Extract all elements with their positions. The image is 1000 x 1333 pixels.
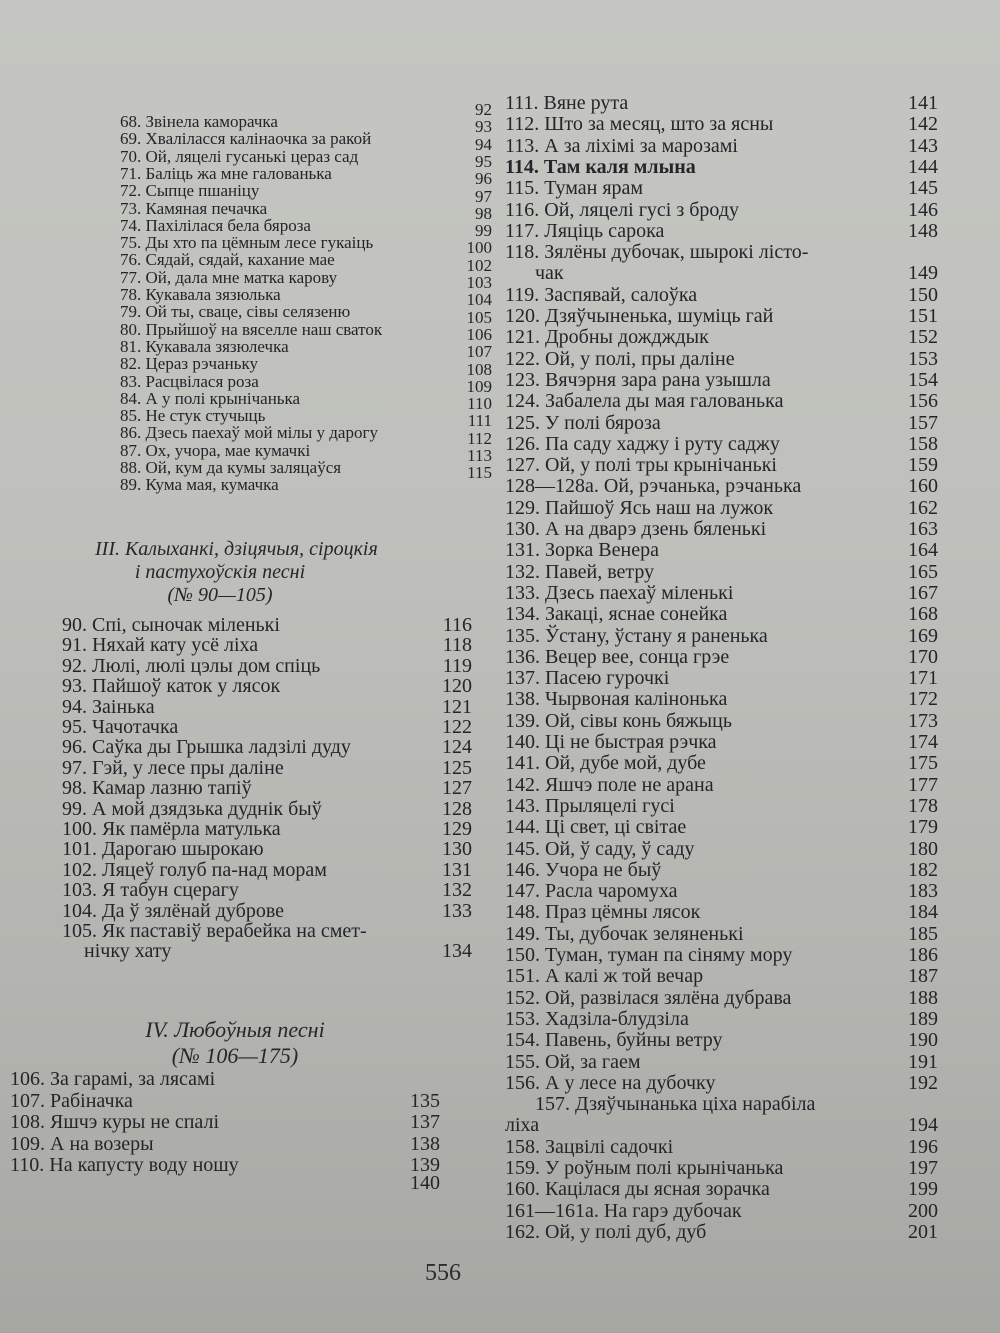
toc-entry-page: 159 xyxy=(908,454,938,477)
toc-entry-title: 78. Кукавала зязюлька xyxy=(120,285,281,304)
toc-entry-title: 152. Ой, развілася зялёна дубрава xyxy=(505,986,792,1009)
toc-entry-title: 110. На капусту воду ношу xyxy=(10,1154,239,1176)
toc-entry-title: 80. Прыйшоў на вяселле наш сваток xyxy=(120,319,383,339)
section-4-line-1: IV. Любоўныя песні xyxy=(145,1017,325,1042)
toc-entry-title: 79. Ой ты, сваце, сівы селязеню xyxy=(120,302,351,322)
toc-entry-title: 162. Ой, у полі дуб, дуб xyxy=(505,1220,707,1243)
toc-entry-title: 81. Кукавала зязюлечка xyxy=(120,336,289,356)
toc-entry-title: 156. А у лесе на дубочку xyxy=(505,1071,716,1094)
toc-entry-page: 119 xyxy=(442,654,472,677)
toc-entry-title: 148. Праз цёмны лясок xyxy=(505,901,701,924)
toc-entry-title: 97. Гэй, у лесе пры даліне xyxy=(62,756,284,779)
toc-entry-page: 131 xyxy=(442,858,472,881)
toc-entry-page: 125 xyxy=(442,756,472,779)
toc-entry-title: 134. Закаці, яснае сонейка xyxy=(505,603,728,626)
toc-entry-title: 159. У роўным полі крынічанька xyxy=(505,1157,784,1179)
toc-entry-title: 87. Ох, учора, мае кумачкі xyxy=(120,440,311,460)
toc-entry-title: 69. Хваліласся калінаочка за ракой xyxy=(120,129,372,149)
toc-entry-page: 135 xyxy=(410,1089,440,1112)
toc-entry-title: 136. Вецер вее, сонца грэе xyxy=(505,645,730,668)
toc-entry-page: 182 xyxy=(908,858,938,881)
toc-entry-title: 71. Баліць жа мне галованька xyxy=(120,163,332,183)
toc-entry-title: 147. Расла чаромуха xyxy=(505,880,678,903)
toc-entry-title: 126. Па саду хаджу і руту саджу xyxy=(505,432,780,455)
toc-entry-title: 107. Рабіначка xyxy=(10,1089,133,1112)
toc-entry-page: 174 xyxy=(908,731,938,753)
toc-entry-page: 146 xyxy=(908,198,938,221)
toc-entry-title: 144. Ці свет, ці світае xyxy=(505,816,687,839)
toc-entry-page: 164 xyxy=(908,539,938,562)
toc-entry-page: 115 xyxy=(467,463,492,483)
toc-entry-title: 83. Расцвілася роза xyxy=(120,371,259,391)
toc-entry-title: 104. Да ў зялёнай дуброве xyxy=(62,899,285,922)
section-3-line-2: і пастухоўскія песні xyxy=(134,561,306,583)
toc-entry-title: 140. Ці не быстрая рэчка xyxy=(505,731,717,753)
toc-entry-page: 169 xyxy=(908,624,938,647)
toc-entry-title: 119. Заспявай, салоўка xyxy=(505,283,698,306)
toc-entry-title: 73. Камяная печачка xyxy=(120,198,268,218)
toc-entry-title: 84. А у полі крынічанька xyxy=(120,388,301,408)
toc-entry-title: 120. Дзяўчыненька, шуміць гай xyxy=(505,305,774,327)
toc-entry-page: 150 xyxy=(908,283,938,306)
toc-entry-title: 111. Вяне рута xyxy=(505,92,629,114)
toc-entry-title: 153. Хадзіла-блудзіла xyxy=(505,1007,689,1030)
toc-entry-page: 108 xyxy=(466,359,492,379)
toc-entry-page: 168 xyxy=(908,603,938,626)
toc-entry-title: 105. Як паставіў верабейка на смет- xyxy=(62,920,367,942)
toc-entry-title: 85. Не стук стучыць xyxy=(120,406,266,426)
toc-entry-title: 93. Пайшоў каток у лясок xyxy=(62,675,281,698)
toc-entry-title: 109. А на возеры xyxy=(10,1132,154,1155)
toc-entry-title: 160. Кацілася ды ясная зорачка xyxy=(505,1178,770,1201)
toc-entry-page: 160 xyxy=(908,475,938,498)
toc-entry-page: 149 xyxy=(908,262,938,285)
toc-entry-page: 138 xyxy=(410,1132,440,1155)
toc-entry-page: 192 xyxy=(908,1071,938,1094)
toc-entry-title: 157. Дзяўчынанька ціха нарабіла xyxy=(535,1093,816,1116)
toc-entry-title: 74. Пахілілася бела бяроза xyxy=(120,215,311,235)
toc-entry-page: 107 xyxy=(466,342,492,362)
toc-entry-title: 88. Ой, кум да кумы заляцаўся xyxy=(120,458,342,477)
toc-entry-page: 134 xyxy=(442,940,472,963)
toc-entry-title: 127. Ой, у полі тры крынічанькі xyxy=(505,454,777,477)
toc-entry-page: 102 xyxy=(466,255,492,275)
toc-entry-page: 139 xyxy=(410,1154,440,1176)
toc-entry-title: 102. Ляцеў голуб па-над морам xyxy=(62,858,327,881)
toc-entry-page: 152 xyxy=(908,326,938,349)
toc-entry-page: 200 xyxy=(908,1199,938,1222)
toc-entry-page: 122 xyxy=(442,716,472,738)
toc-entry-page: 118 xyxy=(442,634,472,657)
toc-entry-title: 125. У полі бяроза xyxy=(505,411,661,434)
toc-entry-page: 145 xyxy=(908,177,938,200)
toc-entry-page: 98 xyxy=(475,203,492,223)
toc-entry-title: 95. Чачотачка xyxy=(62,716,179,738)
toc-entry-title: 158. Зацвілі садочкі xyxy=(505,1135,674,1158)
toc-entry-title: 72. Сыпце пшаніцу xyxy=(120,181,260,201)
toc-entry-page: 116 xyxy=(442,614,472,636)
toc-entry-page: 185 xyxy=(908,922,938,945)
toc-entry-title: 155. Ой, за гаем xyxy=(505,1050,641,1073)
toc-entry-title: 130. А на дварэ дзень бяленькі xyxy=(505,518,767,540)
toc-entry-page: 144 xyxy=(908,155,938,178)
toc-entry-title: 154. Павень, буйны ветру xyxy=(505,1029,723,1052)
toc-entry-page: 197 xyxy=(908,1157,938,1179)
toc-entry-page: 191 xyxy=(908,1050,938,1073)
toc-entry-page: 112 xyxy=(467,428,492,448)
toc-entry-page: 171 xyxy=(908,667,938,690)
toc-entry-title: 161—161а. На гарэ дубочак xyxy=(505,1199,742,1222)
toc-entry-page: 173 xyxy=(908,709,938,732)
toc-entry-title: 86. Дзесь паехаў мой мілы у дарогу xyxy=(120,423,378,443)
toc-entry-page: 184 xyxy=(908,901,938,924)
toc-entry-page: 100 xyxy=(466,238,492,258)
toc-entry-title: 68. Звінела каморачка xyxy=(120,112,278,131)
toc-entry-page: 92 xyxy=(475,100,492,119)
toc-entry-title: 116. Ой, ляцелі гусі з броду xyxy=(505,198,740,221)
toc-entry-title: нічку хату xyxy=(84,940,172,963)
toc-entry-page: 128 xyxy=(442,797,472,820)
toc-entry-page: 167 xyxy=(908,581,938,604)
toc-entry-page: 179 xyxy=(908,816,938,839)
toc-entry-title: 75. Ды хто па цёмным лесе гукаіць xyxy=(120,233,374,253)
toc-entry-title: 142. Яшчэ поле не арана xyxy=(505,773,714,796)
toc-entry-page: 190 xyxy=(908,1029,938,1052)
toc-entry-title: 103. Я табун сцерагу xyxy=(62,879,239,902)
toc-entry-page: 120 xyxy=(442,675,472,698)
toc-entry-page: 106 xyxy=(466,324,492,344)
toc-entry-title: 122. Ой, у полі, пры даліне xyxy=(505,347,735,370)
toc-entry-title: 141. Ой, дубе мой, дубе xyxy=(505,752,706,775)
toc-entry-page: 109 xyxy=(466,376,492,396)
toc-entry-title: 117. Ляціць сарока xyxy=(505,219,665,242)
toc-entry-title: 118. Зялёны дубочак, шырокі лісто- xyxy=(505,241,809,264)
section-4-line-2: (№ 106—175) xyxy=(171,1043,299,1068)
toc-entry-title: 123. Вячэрня зара рана узышла xyxy=(505,368,771,391)
toc-entry-title: 70. Ой, ляцелі гусанькі цераз сад xyxy=(120,146,359,166)
toc-entry-title: 100. Як памёрла матулька xyxy=(62,818,281,840)
toc-entry-page: 93 xyxy=(475,117,492,137)
toc-entry-title: 98. Камар лазню тапіў xyxy=(62,777,252,800)
toc-entry-title: 131. Зорка Венера xyxy=(505,539,659,562)
toc-entry-page: 194 xyxy=(908,1114,938,1137)
toc-entry-page: 187 xyxy=(908,965,938,988)
toc-entry-page: 99 xyxy=(475,221,492,241)
toc-entry-title: 138. Чырвоная калінонька xyxy=(505,688,728,711)
toc-entry-page: 151 xyxy=(908,305,938,327)
toc-entry-page: 105 xyxy=(466,307,492,327)
toc-entry-title: 82. Цераз рэчаньку xyxy=(120,354,259,374)
toc-entry-page: 96 xyxy=(475,169,492,189)
toc-entry-title: ліха xyxy=(505,1114,540,1137)
toc-entry-title: 132. Павей, ветру xyxy=(505,560,655,583)
toc-entry-page: 104 xyxy=(466,290,492,310)
toc-entry-page: 133 xyxy=(442,899,472,922)
toc-entry-title: 128—128а. Ой, рэчанька, рэчанька xyxy=(505,475,802,498)
toc-entry-page: 170 xyxy=(908,645,938,668)
toc-entry-page: 110 xyxy=(467,394,492,414)
toc-entry-page: 196 xyxy=(908,1135,938,1158)
toc-entry-page: 199 xyxy=(908,1178,938,1201)
toc-entry-title: 113. А за ліхімі за марозамі xyxy=(505,134,738,157)
toc-entry-title: 114. Там каля млына xyxy=(505,155,696,178)
toc-entry-page: 97 xyxy=(475,186,492,206)
toc-entry-title: 99. А мой дзядзька дуднік быў xyxy=(62,797,322,820)
section-3-line-1: III. Калыханкі, дзіцячыя, сіроцкія xyxy=(95,538,378,560)
toc-entry-page: 175 xyxy=(908,752,938,775)
toc-entry-page: 177 xyxy=(908,773,938,796)
toc-entry-page: 178 xyxy=(908,794,938,817)
toc-entry-title: 137. Пасею гурочкі xyxy=(505,667,670,690)
toc-entry-title: 90. Спі, сыночак міленькі xyxy=(62,614,280,636)
toc-entry-page: 186 xyxy=(908,944,938,966)
toc-entry-page: 172 xyxy=(908,688,938,711)
toc-entry-page: 189 xyxy=(908,1007,938,1030)
toc-entry-page: 137 xyxy=(410,1111,440,1133)
toc-entry-title: чак xyxy=(535,262,564,285)
toc-entry-page: 156 xyxy=(908,390,938,413)
toc-entry-page: 94 xyxy=(475,134,492,154)
toc-entry-page: 157 xyxy=(908,411,938,434)
toc-entry-title: 91. Няхай кату усё ліха xyxy=(62,634,259,657)
toc-entry-title: 149. Ты, дубочак зеляненькі xyxy=(505,922,744,945)
toc-entry-page: 111 xyxy=(467,411,492,431)
toc-entry-page: 129 xyxy=(442,818,472,840)
toc-entry-title: 115. Туман ярам xyxy=(505,177,644,200)
toc-entry-page: 162 xyxy=(908,496,938,519)
toc-entry-title: 106. За гарамі, за лясамі xyxy=(10,1068,216,1090)
toc-entry-page: 103 xyxy=(466,273,492,292)
toc-entry-title: 101. Дарогаю шырокаю xyxy=(62,838,264,861)
toc-entry-page: 188 xyxy=(908,986,938,1009)
toc-entry-page: 127 xyxy=(442,777,472,800)
toc-entry-title: 146. Учора не быў xyxy=(505,858,662,881)
toc-entry-title: 77. Ой, дала мне матка карову xyxy=(120,267,338,287)
toc-entry-page: 158 xyxy=(908,432,938,455)
toc-entry-title: 121. Дробны дождждык xyxy=(505,326,709,349)
toc-entry-page: 143 xyxy=(908,134,938,157)
toc-entry-page: 132 xyxy=(442,879,472,902)
toc-entry-page: 148 xyxy=(908,219,938,242)
toc-entry-title: 92. Люлі, люлі цэлы дом спіць xyxy=(62,654,321,677)
toc-entry-title: 143. Прыляцелі гусі xyxy=(505,794,675,817)
toc-entry-page: 180 xyxy=(908,837,938,860)
toc-entry-page: 121 xyxy=(442,695,472,718)
toc-entry-title: 94. Заінька xyxy=(62,695,155,718)
toc-entry-title: 150. Туман, туман па сіняму мору xyxy=(505,944,793,966)
toc-entry-title: 139. Ой, сівы конь бяжыць xyxy=(505,709,732,732)
toc-entry-title: 96. Саўка ды Грышка ладзілі дуду xyxy=(62,736,351,759)
section-3-line-3: (№ 90—105) xyxy=(167,584,273,606)
page-number: 556 xyxy=(425,1260,461,1286)
toc-entry-page: 113 xyxy=(467,446,492,465)
toc-entry-title: 76. Сядай, сядай, кахание мае xyxy=(120,250,335,270)
toc-entry-title: 151. А калі ж той вечар xyxy=(505,965,704,988)
toc-entry-title: 112. Што за месяц, што за ясны xyxy=(505,113,774,136)
toc-entry-page: 142 xyxy=(908,113,938,136)
toc-entry-title: 135. Ўстану, ўстану я раненька xyxy=(505,624,768,647)
toc-entry-page: 141 xyxy=(908,92,938,114)
toc-entry-title: 108. Яшчэ куры не спалі xyxy=(10,1111,220,1133)
toc-entry-title: 89. Кума мая, кумачка xyxy=(120,475,279,495)
toc-entry-page: 183 xyxy=(908,880,938,903)
toc-entry-page: 201 xyxy=(908,1220,938,1243)
toc-entry-title: 145. Ой, ў саду, ў саду xyxy=(505,837,695,860)
toc-entry-title: 129. Пайшоў Ясь наш на лужок xyxy=(505,496,774,519)
toc-entry-title: 124. Забалела ды мая галованька xyxy=(505,390,784,413)
toc-entry-page: 153 xyxy=(908,347,938,370)
toc-entry-page: 165 xyxy=(908,560,938,583)
toc-entry-page: 140 xyxy=(410,1172,440,1194)
toc-entry-page: 154 xyxy=(908,368,938,391)
toc-entry-page: 95 xyxy=(475,151,492,171)
toc-entry-page: 163 xyxy=(908,518,938,540)
toc-entry-title: 133. Дзесь паехаў міленькі xyxy=(505,581,734,604)
toc-entry-page: 130 xyxy=(442,838,472,861)
toc-entry-page: 124 xyxy=(442,736,472,759)
